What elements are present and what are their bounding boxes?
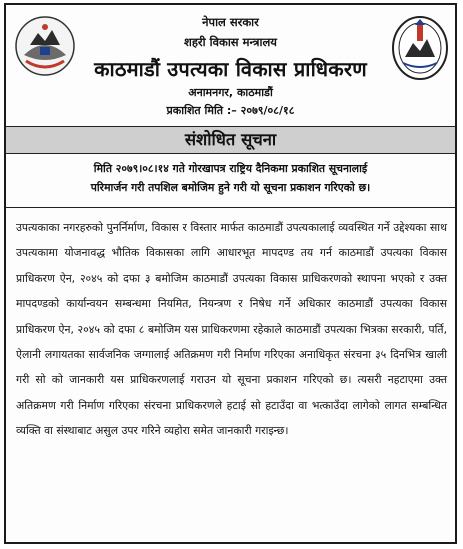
- notice-subtitle-line1: मिति २०७९।०८।१४ गते गोरखापत्र राष्ट्रिय दैनिकमा प्रकाशित सूचनालाई: [93, 162, 368, 175]
- public-notice: [4, 3, 457, 544]
- kvda-logo-icon: [391, 15, 449, 81]
- published-date: प्रकाशित मिति :– २०७९/०८/१८: [166, 104, 295, 117]
- government-name: नेपाल सरकार: [202, 15, 259, 29]
- notice-subtitle-line2: परिमार्जन गरी तपशिल बमोजिम हुने गरी यो सूचना प्रकाशन गरिएको छ।: [90, 181, 371, 194]
- ministry-name: शहरी विकास मन्त्रालय: [184, 35, 277, 49]
- notice-header: [6, 5, 455, 123]
- authority-address: अनामनगर, काठमाडौं: [188, 86, 273, 99]
- notice-title: संशोधित सूचना: [184, 130, 277, 149]
- authority-name: काठमाडौं उपत्यका विकास प्राधिकरण: [94, 57, 367, 81]
- divider: [6, 207, 455, 208]
- notice-title-band: [6, 126, 455, 154]
- notice-subtitle: [12, 159, 449, 197]
- notice-body: उपत्यकाका नगरहरुको पुनर्निर्माण, विकास र विस्तार मार्फत काठमाडौं उपत्यकालाई व्यवस्थित गर्ने उद्देश्यका साथ उपत्यकामा योजनावद्ध भौतिक विकासका लागि आधारभूत मापदण्ड तय गर्न काठमाडौं उपत्यका विकास प्राधिकरण ऐन, २०४५ को दफा ३ बमोजिम काठमाडौं उपत्यका विकास प्राधिकरणको स्थापना भएको र उक्त मापदण्डको कार्यान्वयन सम्बन्धमा नियमित, नियन्त्रण र निषेध गर्ने अधिकार काठमाडौं उपत्यका विकास प्राधिकरण ऐन, २०४५ को दफा ८ बमोजिम यस प्राधिकरणमा रहेकाले काठमाडौं उपत्यका भित्रका सरकारी, पर्ति, ऐलानी लगायतका सार्वजनिक जग्गालाई अतिक्रमण गरी निर्माण गरिएका अनाधिकृत संरचना ३५ दिनभित्र खाली गरी सो को जानकारी यस प्राधिकरणलाई गराउन यो सूचना प्रकाशन गरिएको छ। त्यसरी नहटाएमा उक्त अतिक्रमण गरी निर्माण गरिएका संरचना प्राधिकरणले हटाई सो हटाउँदा वा भत्काउँदा लागेको लागत सम्बन्धित व्यक्ति वा संस्थाबाट असुल उपर गरिने व्यहोरा समेत जानकारी गराइन्छ।: [16, 221, 447, 438]
